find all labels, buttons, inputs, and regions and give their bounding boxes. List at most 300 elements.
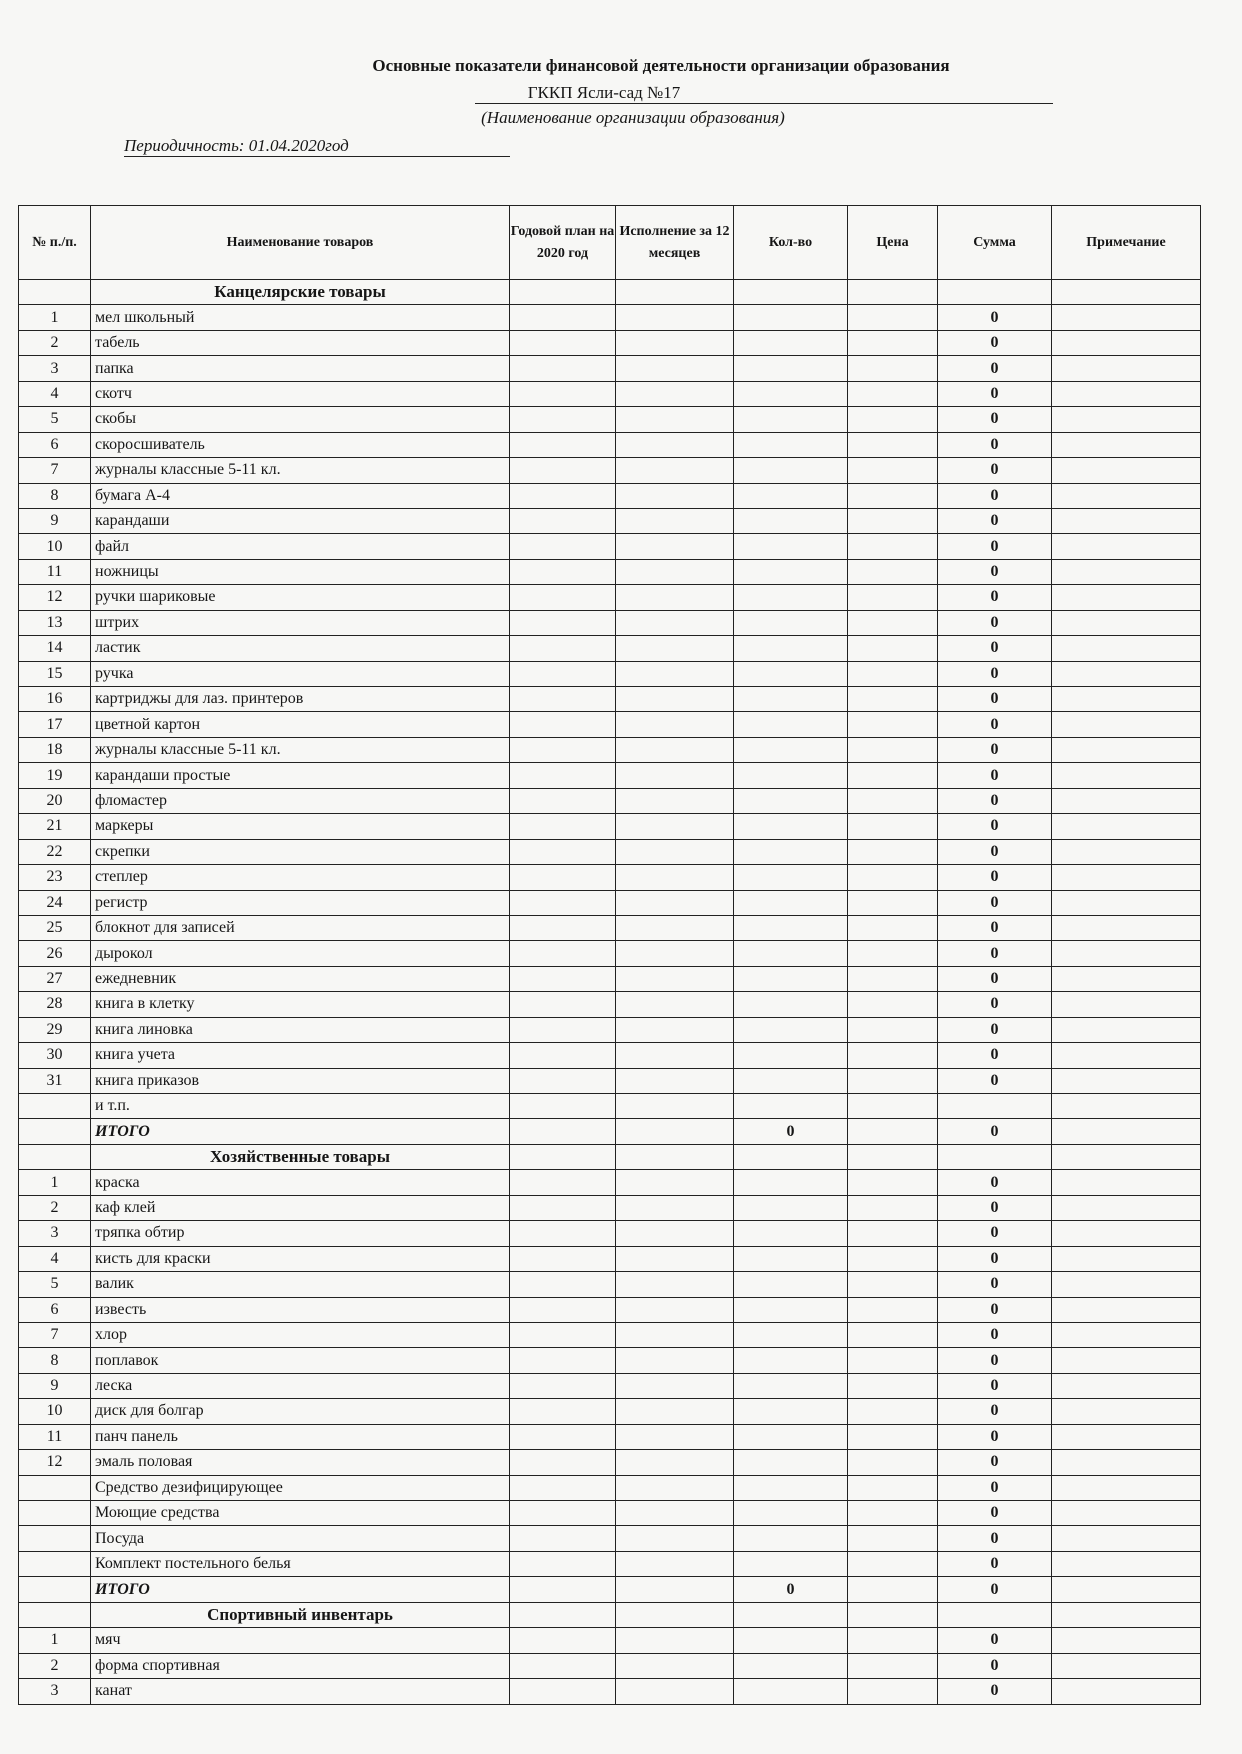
item-name: журналы классные 5-11 кл. bbox=[91, 737, 510, 762]
table-row bbox=[19, 763, 1201, 788]
plan-cell bbox=[510, 1348, 616, 1373]
qty-cell bbox=[734, 559, 848, 584]
section-title: Хозяйственные товары bbox=[91, 1144, 510, 1169]
table-row bbox=[19, 814, 1201, 839]
table-row bbox=[19, 661, 1201, 686]
row-number bbox=[19, 1551, 91, 1576]
plan-cell bbox=[510, 483, 616, 508]
item-name: канат bbox=[91, 1679, 510, 1704]
price-cell bbox=[848, 381, 938, 406]
plan-cell bbox=[510, 992, 616, 1017]
qty-cell bbox=[734, 1653, 848, 1678]
qty-cell bbox=[734, 737, 848, 762]
item-name: известь bbox=[91, 1297, 510, 1322]
qty-cell bbox=[734, 687, 848, 712]
sum-cell: 0 bbox=[938, 1679, 1052, 1704]
execution-cell bbox=[616, 687, 734, 712]
sum-cell: 0 bbox=[938, 1450, 1052, 1475]
qty-cell bbox=[734, 1551, 848, 1576]
item-name: ластик bbox=[91, 636, 510, 661]
execution-cell bbox=[616, 305, 734, 330]
sum-cell: 0 bbox=[938, 1272, 1052, 1297]
table-row bbox=[19, 407, 1201, 432]
qty-cell bbox=[734, 865, 848, 890]
plan-cell bbox=[510, 432, 616, 457]
sum-cell: 0 bbox=[938, 1348, 1052, 1373]
table-row bbox=[19, 992, 1201, 1017]
qty-cell bbox=[734, 1017, 848, 1042]
row-number: 3 bbox=[19, 1221, 91, 1246]
execution-cell bbox=[616, 585, 734, 610]
item-name: книга в клетку bbox=[91, 992, 510, 1017]
row-number: 8 bbox=[19, 483, 91, 508]
table-row bbox=[19, 610, 1201, 635]
sum-cell: 0 bbox=[938, 1246, 1052, 1271]
table-row bbox=[19, 1348, 1201, 1373]
note-cell bbox=[1052, 1068, 1201, 1093]
plan-cell bbox=[510, 1246, 616, 1271]
row-number: 4 bbox=[19, 381, 91, 406]
price-cell bbox=[848, 1577, 938, 1602]
note-cell bbox=[1052, 585, 1201, 610]
item-name: Посуда bbox=[91, 1526, 510, 1551]
plan-cell bbox=[510, 661, 616, 686]
table-row bbox=[19, 966, 1201, 991]
row-number: 19 bbox=[19, 763, 91, 788]
price-cell bbox=[848, 1297, 938, 1322]
price-cell bbox=[848, 788, 938, 813]
note-cell bbox=[1052, 865, 1201, 890]
qty-cell bbox=[734, 890, 848, 915]
sum-cell: 0 bbox=[938, 1297, 1052, 1322]
note-cell bbox=[1052, 1577, 1201, 1602]
empty-cell bbox=[510, 1144, 616, 1169]
empty-cell bbox=[848, 1602, 938, 1627]
plan-cell bbox=[510, 407, 616, 432]
plan-cell bbox=[510, 1017, 616, 1042]
execution-cell bbox=[616, 1399, 734, 1424]
table-row bbox=[19, 1246, 1201, 1271]
note-cell bbox=[1052, 1424, 1201, 1449]
execution-cell bbox=[616, 1450, 734, 1475]
note-cell bbox=[1052, 1221, 1201, 1246]
section-title: Канцелярские товары bbox=[91, 280, 510, 305]
header-execution: Исполнение за 12 месяцев bbox=[616, 206, 734, 280]
qty-cell bbox=[734, 585, 848, 610]
execution-cell bbox=[616, 1424, 734, 1449]
table-row bbox=[19, 305, 1201, 330]
row-number bbox=[19, 1526, 91, 1551]
item-name: скрепки bbox=[91, 839, 510, 864]
total-row bbox=[19, 1577, 1201, 1602]
empty-cell bbox=[734, 1602, 848, 1627]
section-header-row bbox=[19, 1602, 1201, 1627]
qty-cell bbox=[734, 1475, 848, 1500]
execution-cell bbox=[616, 890, 734, 915]
plan-cell bbox=[510, 1526, 616, 1551]
row-number: 5 bbox=[19, 1272, 91, 1297]
execution-cell bbox=[616, 814, 734, 839]
item-name: поплавок bbox=[91, 1348, 510, 1373]
execution-cell bbox=[616, 1475, 734, 1500]
price-cell bbox=[848, 1272, 938, 1297]
table-row bbox=[19, 636, 1201, 661]
price-cell bbox=[848, 1373, 938, 1398]
price-cell bbox=[848, 1195, 938, 1220]
execution-cell bbox=[616, 992, 734, 1017]
row-number: 17 bbox=[19, 712, 91, 737]
note-cell bbox=[1052, 534, 1201, 559]
price-cell bbox=[848, 1221, 938, 1246]
execution-cell bbox=[616, 839, 734, 864]
qty-cell bbox=[734, 966, 848, 991]
table-row bbox=[19, 788, 1201, 813]
qty-cell bbox=[734, 1628, 848, 1653]
table-row bbox=[19, 712, 1201, 737]
header-price: Цена bbox=[848, 206, 938, 280]
table-row bbox=[19, 1043, 1201, 1068]
header-num: № п./п. bbox=[19, 206, 91, 280]
note-cell bbox=[1052, 992, 1201, 1017]
periodicity: Периодичность: 01.04.2020год bbox=[124, 136, 349, 155]
note-cell bbox=[1052, 1297, 1201, 1322]
table-row bbox=[19, 381, 1201, 406]
qty-cell bbox=[734, 1501, 848, 1526]
sum-cell: 0 bbox=[938, 305, 1052, 330]
item-name: Моющие средства bbox=[91, 1501, 510, 1526]
item-name: Комплект постельного белья bbox=[91, 1551, 510, 1576]
table-row bbox=[19, 1272, 1201, 1297]
qty-cell bbox=[734, 661, 848, 686]
plan-cell bbox=[510, 381, 616, 406]
sum-cell: 0 bbox=[938, 814, 1052, 839]
table-row bbox=[19, 1221, 1201, 1246]
row-number: 9 bbox=[19, 508, 91, 533]
price-cell bbox=[848, 865, 938, 890]
price-cell bbox=[848, 890, 938, 915]
qty-cell bbox=[734, 941, 848, 966]
table-row bbox=[19, 865, 1201, 890]
execution-cell bbox=[616, 1322, 734, 1347]
table-row bbox=[19, 1628, 1201, 1653]
qty-cell bbox=[734, 330, 848, 355]
indicators-table bbox=[18, 205, 1201, 1705]
qty-cell bbox=[734, 1526, 848, 1551]
item-name: диск для болгар bbox=[91, 1399, 510, 1424]
empty-cell bbox=[510, 280, 616, 305]
plan-cell bbox=[510, 305, 616, 330]
empty-cell bbox=[938, 280, 1052, 305]
note-cell bbox=[1052, 356, 1201, 381]
row-number bbox=[19, 1577, 91, 1602]
row-number: 26 bbox=[19, 941, 91, 966]
price-cell bbox=[848, 483, 938, 508]
plan-cell bbox=[510, 814, 616, 839]
qty-cell bbox=[734, 508, 848, 533]
item-name: ножницы bbox=[91, 559, 510, 584]
row-number bbox=[19, 1501, 91, 1526]
sum-cell: 0 bbox=[938, 737, 1052, 762]
note-cell bbox=[1052, 1017, 1201, 1042]
sum-cell: 0 bbox=[938, 890, 1052, 915]
price-cell bbox=[848, 432, 938, 457]
item-name: карандаши простые bbox=[91, 763, 510, 788]
row-number: 11 bbox=[19, 559, 91, 584]
table-row bbox=[19, 559, 1201, 584]
row-number: 20 bbox=[19, 788, 91, 813]
price-cell bbox=[848, 1322, 938, 1347]
note-cell bbox=[1052, 432, 1201, 457]
empty-cell bbox=[1052, 1602, 1201, 1627]
item-name: маркеры bbox=[91, 814, 510, 839]
qty-cell bbox=[734, 483, 848, 508]
row-number: 1 bbox=[19, 1170, 91, 1195]
qty-cell bbox=[734, 534, 848, 559]
note-cell bbox=[1052, 407, 1201, 432]
sum-cell: 0 bbox=[938, 610, 1052, 635]
table-row bbox=[19, 483, 1201, 508]
item-name: скобы bbox=[91, 407, 510, 432]
price-cell bbox=[848, 737, 938, 762]
sum-cell: 0 bbox=[938, 559, 1052, 584]
row-number: 2 bbox=[19, 1195, 91, 1220]
plan-cell bbox=[510, 1373, 616, 1398]
execution-cell bbox=[616, 381, 734, 406]
note-cell bbox=[1052, 1094, 1201, 1119]
empty-cell bbox=[1052, 280, 1201, 305]
execution-cell bbox=[616, 1068, 734, 1093]
row-number: 25 bbox=[19, 915, 91, 940]
qty-cell bbox=[734, 1043, 848, 1068]
price-cell bbox=[848, 534, 938, 559]
execution-cell bbox=[616, 966, 734, 991]
item-name: дырокол bbox=[91, 941, 510, 966]
sum-cell: 0 bbox=[938, 1195, 1052, 1220]
note-cell bbox=[1052, 1322, 1201, 1347]
item-name: файл bbox=[91, 534, 510, 559]
item-name: штрих bbox=[91, 610, 510, 635]
empty-cell bbox=[848, 280, 938, 305]
sum-cell: 0 bbox=[938, 1399, 1052, 1424]
qty-cell bbox=[734, 763, 848, 788]
sum-cell: 0 bbox=[938, 636, 1052, 661]
note-cell bbox=[1052, 458, 1201, 483]
item-name: форма спортивная bbox=[91, 1653, 510, 1678]
item-name: табель bbox=[91, 330, 510, 355]
plan-cell bbox=[510, 356, 616, 381]
plan-cell bbox=[510, 585, 616, 610]
qty-cell bbox=[734, 1424, 848, 1449]
item-name: кисть для краски bbox=[91, 1246, 510, 1271]
sum-cell: 0 bbox=[938, 788, 1052, 813]
item-name: регистр bbox=[91, 890, 510, 915]
sum-cell: 0 bbox=[938, 534, 1052, 559]
qty-cell bbox=[734, 458, 848, 483]
execution-cell bbox=[616, 610, 734, 635]
plan-cell bbox=[510, 508, 616, 533]
price-cell bbox=[848, 1017, 938, 1042]
row-num-cell bbox=[19, 1144, 91, 1169]
price-cell bbox=[848, 1526, 938, 1551]
organization-hint: (Наименование организации образования) bbox=[481, 108, 785, 127]
sum-cell: 0 bbox=[938, 687, 1052, 712]
execution-cell bbox=[616, 1170, 734, 1195]
row-number: 1 bbox=[19, 1628, 91, 1653]
price-cell bbox=[848, 1094, 938, 1119]
row-number: 29 bbox=[19, 1017, 91, 1042]
empty-cell bbox=[938, 1602, 1052, 1627]
note-cell bbox=[1052, 1272, 1201, 1297]
qty-cell bbox=[734, 839, 848, 864]
sum-cell: 0 bbox=[938, 1043, 1052, 1068]
header-sum: Сумма bbox=[938, 206, 1052, 280]
item-name: степлер bbox=[91, 865, 510, 890]
execution-cell bbox=[616, 1679, 734, 1704]
qty-cell bbox=[734, 1094, 848, 1119]
table-row bbox=[19, 1373, 1201, 1398]
organization-name: ГККП Ясли-сад №17 bbox=[527, 83, 681, 102]
sum-cell: 0 bbox=[938, 1628, 1052, 1653]
sum-cell: 0 bbox=[938, 1526, 1052, 1551]
row-number: 24 bbox=[19, 890, 91, 915]
item-name: цветной картон bbox=[91, 712, 510, 737]
item-name: скоросшиватель bbox=[91, 432, 510, 457]
plan-cell bbox=[510, 1577, 616, 1602]
empty-cell bbox=[616, 1144, 734, 1169]
sum-cell: 0 bbox=[938, 1501, 1052, 1526]
note-cell bbox=[1052, 814, 1201, 839]
sum-cell: 0 bbox=[938, 432, 1052, 457]
empty-cell bbox=[1052, 1144, 1201, 1169]
table-row bbox=[19, 941, 1201, 966]
sum-cell: 0 bbox=[938, 1322, 1052, 1347]
table-row bbox=[19, 1094, 1201, 1119]
item-name: книга линовка bbox=[91, 1017, 510, 1042]
sum-cell: 0 bbox=[938, 1373, 1052, 1398]
note-cell bbox=[1052, 305, 1201, 330]
table-row bbox=[19, 330, 1201, 355]
note-cell bbox=[1052, 788, 1201, 813]
plan-cell bbox=[510, 1424, 616, 1449]
plan-cell bbox=[510, 1221, 616, 1246]
execution-cell bbox=[616, 941, 734, 966]
execution-cell bbox=[616, 1501, 734, 1526]
sum-cell: 0 bbox=[938, 661, 1052, 686]
row-number: 3 bbox=[19, 1679, 91, 1704]
item-name: ручка bbox=[91, 661, 510, 686]
row-number: 15 bbox=[19, 661, 91, 686]
execution-cell bbox=[616, 483, 734, 508]
qty-cell bbox=[734, 432, 848, 457]
empty-cell bbox=[848, 1144, 938, 1169]
item-name: бумага А-4 bbox=[91, 483, 510, 508]
qty-cell bbox=[734, 356, 848, 381]
total-qty: 0 bbox=[734, 1577, 848, 1602]
price-cell bbox=[848, 305, 938, 330]
execution-cell bbox=[616, 915, 734, 940]
item-name: скотч bbox=[91, 381, 510, 406]
empty-cell bbox=[938, 1144, 1052, 1169]
note-cell bbox=[1052, 1043, 1201, 1068]
plan-cell bbox=[510, 1119, 616, 1144]
table-row bbox=[19, 1450, 1201, 1475]
note-cell bbox=[1052, 941, 1201, 966]
plan-cell bbox=[510, 1475, 616, 1500]
note-cell bbox=[1052, 737, 1201, 762]
row-number: 4 bbox=[19, 1246, 91, 1271]
table-row bbox=[19, 1322, 1201, 1347]
qty-cell bbox=[734, 1373, 848, 1398]
sum-cell: 0 bbox=[938, 763, 1052, 788]
note-cell bbox=[1052, 839, 1201, 864]
plan-cell bbox=[510, 1195, 616, 1220]
item-name: картриджы для лаз. принтеров bbox=[91, 687, 510, 712]
total-label: ИТОГО bbox=[91, 1577, 510, 1602]
price-cell bbox=[848, 1551, 938, 1576]
empty-cell bbox=[734, 280, 848, 305]
execution-cell bbox=[616, 1221, 734, 1246]
table-body bbox=[19, 280, 1201, 1705]
row-num-cell bbox=[19, 280, 91, 305]
item-name: журналы классные 5-11 кл. bbox=[91, 458, 510, 483]
qty-cell bbox=[734, 1221, 848, 1246]
row-number: 12 bbox=[19, 585, 91, 610]
item-name: ежедневник bbox=[91, 966, 510, 991]
execution-cell bbox=[616, 1119, 734, 1144]
table-row bbox=[19, 1679, 1201, 1704]
qty-cell bbox=[734, 610, 848, 635]
qty-cell bbox=[734, 712, 848, 737]
note-cell bbox=[1052, 890, 1201, 915]
section-header-row bbox=[19, 1144, 1201, 1169]
sum-cell: 0 bbox=[938, 1475, 1052, 1500]
note-cell bbox=[1052, 966, 1201, 991]
sum-cell: 0 bbox=[938, 483, 1052, 508]
item-name: книга учета bbox=[91, 1043, 510, 1068]
qty-cell bbox=[734, 1246, 848, 1271]
header-note: Примечание bbox=[1052, 206, 1201, 280]
row-number bbox=[19, 1094, 91, 1119]
price-cell bbox=[848, 1501, 938, 1526]
item-name: папка bbox=[91, 356, 510, 381]
header-qty: Кол-во bbox=[734, 206, 848, 280]
table-row bbox=[19, 890, 1201, 915]
execution-cell bbox=[616, 865, 734, 890]
price-cell bbox=[848, 763, 938, 788]
price-cell bbox=[848, 1119, 938, 1144]
sum-cell bbox=[938, 1094, 1052, 1119]
note-cell bbox=[1052, 1628, 1201, 1653]
execution-cell bbox=[616, 1094, 734, 1119]
row-number: 31 bbox=[19, 1068, 91, 1093]
row-number: 3 bbox=[19, 356, 91, 381]
sum-cell: 0 bbox=[938, 1068, 1052, 1093]
table-row bbox=[19, 915, 1201, 940]
empty-cell bbox=[734, 1144, 848, 1169]
row-number: 2 bbox=[19, 330, 91, 355]
table-row bbox=[19, 458, 1201, 483]
price-cell bbox=[848, 661, 938, 686]
plan-cell bbox=[510, 763, 616, 788]
price-cell bbox=[848, 941, 938, 966]
item-name: каф клей bbox=[91, 1195, 510, 1220]
plan-cell bbox=[510, 1297, 616, 1322]
plan-cell bbox=[510, 1043, 616, 1068]
execution-cell bbox=[616, 712, 734, 737]
price-cell bbox=[848, 839, 938, 864]
item-name: карандаши bbox=[91, 508, 510, 533]
note-cell bbox=[1052, 1119, 1201, 1144]
